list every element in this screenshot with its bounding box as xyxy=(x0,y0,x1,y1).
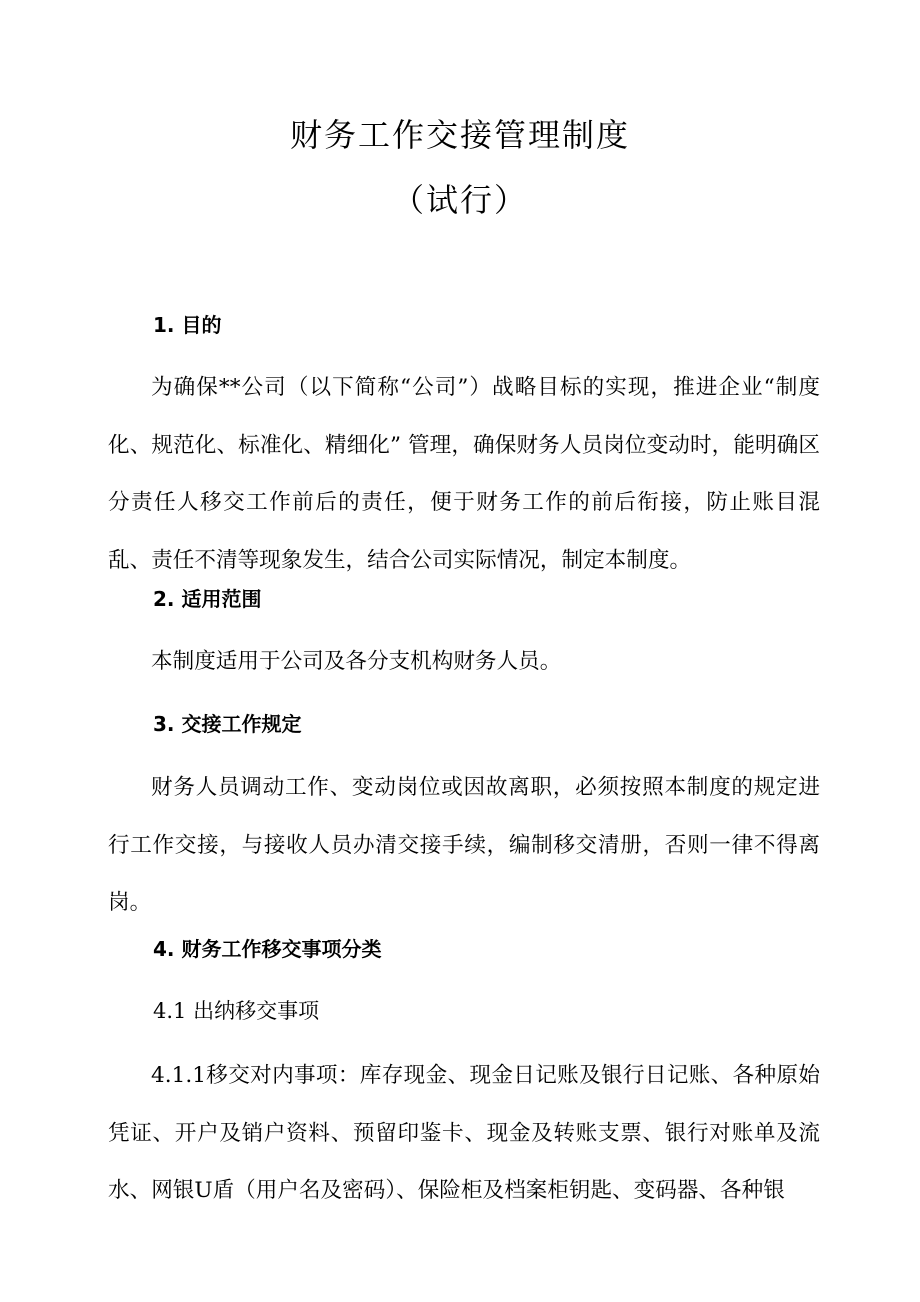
document-title: 财务工作交接管理制度 xyxy=(289,116,630,154)
section-paragraph-scope: 本制度适用于公司及各分支机构财务人员。 xyxy=(151,649,562,674)
subsection-paragraph-internal-items: 4.1.1移交对内事项：库存现金、现金日记账及银行日记账、各种原始凭证、开户及销户资料、预留印鉴卡、现金及转账支票、银行对账单及流水、网银U盾（用户名及密码）、保险柜及档案柜钥匙、变码器、各种银 xyxy=(108,1063,820,1203)
section-heading-handover-categories: 4. 财务工作移交事项分类 xyxy=(153,937,382,961)
section-heading-purpose: 1. 目的 xyxy=(153,313,222,337)
section-heading-handover-rules: 3. 交接工作规定 xyxy=(153,712,302,736)
subsection-heading-cashier: 4.1 出纳移交事项 xyxy=(153,999,320,1023)
section-heading-scope: 2. 适用范围 xyxy=(153,587,262,611)
section-paragraph-handover-rules: 财务人员调动工作、变动岗位或因故离职，必须按照本制度的规定进行工作交接，与接收人员办清交接手续，编制移交清册，否则一律不得离岗。 xyxy=(108,775,820,915)
section-paragraph-purpose: 为确保**公司（以下简称“公司”）战略目标的实现，推进企业“制度化、规范化、标准化、精细化” 管理，确保财务人员岗位变动时，能明确区分责任人移交工作前后的责任，便于财务工作的前后衔接，防止账目混乱、责任不清等现象发生，结合公司实际情况，制定本制度。 xyxy=(108,375,820,573)
document-subtitle: （试行） xyxy=(391,181,528,219)
